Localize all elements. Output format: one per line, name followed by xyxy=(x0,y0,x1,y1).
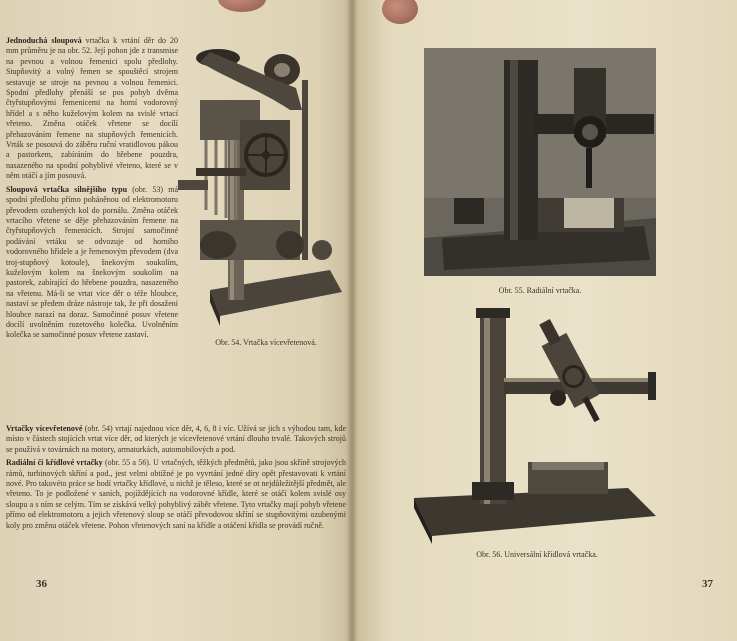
text-column-left xyxy=(6,36,178,344)
figure-54-multi-spindle-drill xyxy=(170,40,346,330)
caption-fig-56: Obr. 56. Universální křídlová vrtačka. xyxy=(476,550,598,559)
paragraph-4-body: (obr. 55 a 56). U vrtačných, těžkých předmětů, jako jsou skříně strojových rámů, turbinových skříní a pod., jest velmi obtížné je po vyvrtání jedné díry opět přestavovati k vrtání nové. Pro takovéto práce se hodí vrtačky křídlové, u nichž je těleso, které se ot nejdůležitější předmět, ale vřeteno. To je podložené v saních, pojíždějících na vodorovné křídle, které se otáčí kolem svislé osy sloupu a s ním se celým. Tím se získává velký pohyblivý záběr vřetene. Tyto vrtačky mají pohyb vřetene přímo od elektromotoru a jejich vřetenový sloup se otáčí převodovou skříní se stupňovitými ozubenými koly pro změnu otáček vřetene. Pohon vřetenových saní na křídle a otáčení křídla se provádí ručně. xyxy=(6,458,347,530)
left-page xyxy=(0,0,352,641)
paragraph-2-heading: Sloupová vrtačka silnějšího typu xyxy=(6,184,128,194)
paragraph-4-heading: Radiální či křídlové vrtačky xyxy=(6,458,103,468)
paragraph-4 xyxy=(6,458,346,531)
paragraph-1-body: vrtačka k vrtání děr do 20 mm průměru je na obr. 52. Její pohon jde z transmise na pevnou a volnou řemenici spolu předlohy. Stupňovitý a volný řemen se spouštěcí strojem sestavuje se stroje na pevnou a volnou řemenici. Spodní předlohy přenáší se pos pohyb dvěma čtyřstupňovými řemenicemi na horní vodorovný hřídel a s něho kuželovým kolem na svislé vrtací vřeteno. Změna otáček vřetene se docílí přehazováním řemene na stupňových řemenicích. Vrták se posouvá do záběru ruční vratidlovou pákou a pastorkem, zabíráním do hřebene pouzdra, nasazeného na spodní pohyblivé vřeteno, které se v něm otáčí a jím posouvá. xyxy=(6,36,178,181)
page-number-right: 37 xyxy=(702,578,713,590)
page-number-left: 36 xyxy=(36,578,47,590)
figure-55-radial-drill xyxy=(424,48,656,276)
paragraph-1-heading: Jednoduchá sloupová xyxy=(6,36,82,45)
figure-55-photo xyxy=(424,48,656,276)
paragraph-3-body: (obr. 54) vrtají najednou více děr, 4, 6, 8 i víc. Užívá se jich s výhodou tam, kde místo v částech stojících vrtat více děr, od kterých je vícevřetenové vrtání dlouho trvalé. Takových strojů se používá v továrnách na motory, armaturkách, automobilových a pod. xyxy=(6,424,347,454)
paragraph-2 xyxy=(6,185,178,341)
paragraph-1 xyxy=(6,36,178,182)
figure-56-universal-radial-drill xyxy=(408,302,666,546)
caption-fig-54: Obr. 54. Vrtačka vícevřetenová. xyxy=(215,338,317,347)
caption-fig-55: Obr. 55. Radiální vrtačka. xyxy=(498,286,582,295)
paragraph-3-heading: Vrtačky vícevřetenové xyxy=(6,424,83,433)
text-column-wide xyxy=(6,424,346,534)
paragraph-2-body: (obr. 53) má spodní předlohu přímo poháněnou od elektromotoru převodem ozubených kol do pornálu. Změna otáček vrtacího vřetene se děje přehazováním řemene na čtyřstupňových řemenicích. Strojní samočinné podávání vrtáku se odvozuje od horního vodorovného hřídele a je řemenovým převodem (dva troj-stupňový kotoule), šnekovým soukolím, kuželovým kolem na šnekovým soukolím na pastorek, zabírající do hřebene pouzdra, nasazeného na vřetenu. Má-li se vrtat více děr o téže hloubce, nastaví se předem dráze nástroje tak, že při dosažení hloubce narazí na doraz. Samočinné posuv vřetene docílí uvolněním rozetového kolečka. Uvolněním kolečka se samočinné posuv vřetene zastaví. xyxy=(6,184,178,340)
paragraph-3 xyxy=(6,424,346,455)
book-gutter xyxy=(346,0,358,641)
